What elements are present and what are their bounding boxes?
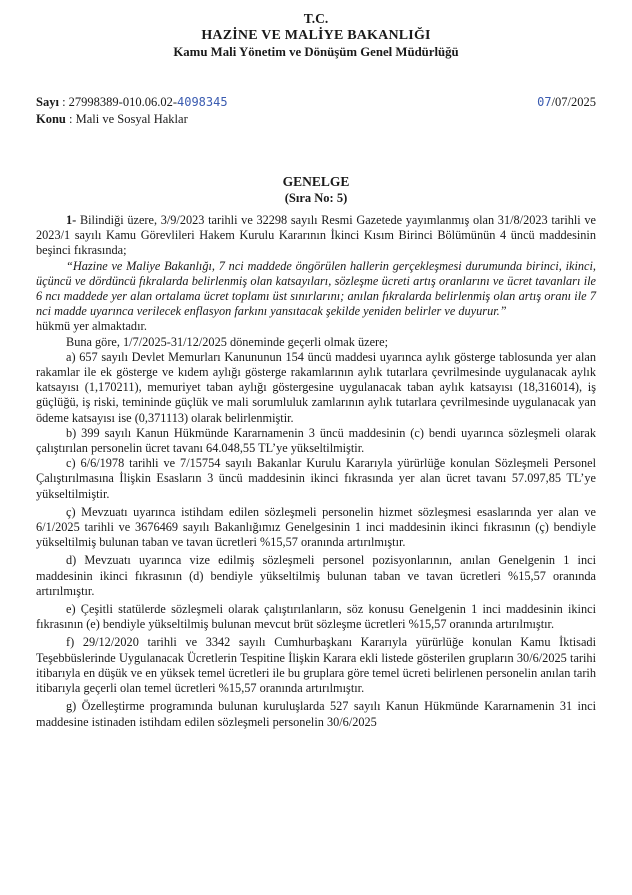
document-body — [36, 213, 596, 730]
paragraph-1-text: Bilindiği üzere, 3/9/2023 tarihli ve 32298 sayılı Resmi Gazetede yayımlanmış olan 31/8/2023 tarihli ve 2023/1 sayılı Kamu Görevlileri Hakem Kurulu Kararının İkinci Kısım Birinci Bölümünün 4 üncü maddesinin beşinci fıkrasında; — [36, 213, 597, 258]
subject-line — [36, 112, 596, 127]
sayi-label: Sayı — [36, 95, 59, 109]
paragraph-1 — [36, 213, 596, 259]
document-subtitle: (Sıra No: 5) — [284, 191, 348, 205]
item-d: d) Mevzuatı uyarınca vize edilmiş sözleşmeli personel pozisyonlarının, anılan Genelgenin 1 inci maddesinin ikinci fıkrasının (d) bendiyle yükseltilmiş bulunan taban ve tavan ücretleri %15,57 oranında artırılmıştır. — [36, 553, 596, 598]
paragraph-number: 1- — [66, 213, 77, 227]
item-f: f) 29/12/2020 tarihli ve 3342 sayılı Cumhurbaşkanı Kararıyla yürürlüğe konulan Kamu İktisadi Teşebbüslerinde Uygulanacak Ücretlerin Tespitine İlişkin Karara ekli listede gösterilen grupların 30/6/2025 tarihi itibarıyla en düşük ve en yüksek temel ücretleri ile bu gruplara göre temel ücreti belirlenen personelin anılan tarih itibarıyla geçerli olan temel ücretleri %15,57 oranında artırılmıştır. — [36, 635, 596, 696]
handwritten-number: 4098345 — [177, 95, 228, 109]
header-ministry: HAZİNE VE MALİYE BAKANLIĞI — [201, 28, 431, 43]
reference-number-line — [36, 95, 596, 110]
item-a: a) 657 sayılı Devlet Memurları Kanununun 154 üncü maddesi uyarınca aylık gösterge tablosunda yer alan rakamlar ile ek gösterge ve kıdem aylığı gösterge rakamlarının aylık tutarlara çevrilmesinde uygulanacak aylık katsayısı (1,170211), memuriyet taban aylığı göstergesine uygulanacak taban aylık katsayısı (18,316014), iş güçlüğü, iş riski, temininde güçlük ve mali sorumluluk zamlarının aylık tutarlara çevrilmesinde uygulanacak yan ödeme katsayısı ise (0,371113) olarak belirlenmiştir. — [36, 349, 596, 425]
document-title: GENELGE — [282, 174, 350, 189]
document-date — [537, 95, 596, 110]
date-rest: /07/2025 — [551, 95, 596, 109]
buna-gore-line: Buna göre, 1/7/2025-31/12/2025 döneminde geçerli olmak üzere; — [66, 334, 389, 349]
header-country: T.C. — [303, 11, 329, 26]
konu-label: Konu — [36, 112, 66, 126]
item-b: b) 399 sayılı Kanun Hükmünde Kararnamenin 3 üncü maddesinin (c) bendi uyarınca sözleşmeli olarak çalıştırılan personelin ücret tavanı 64.048,55 TL’ye yükseltilmiştir. — [36, 425, 596, 456]
item-g: g) Özelleştirme programında bulunan kuruluşlarda 527 sayılı Kanun Hükmünde Kararnamenin 31 inci maddesine istinaden istihdam edilen sözleşmeli personelin 30/6/2025 — [36, 699, 596, 729]
item-c: c) 6/6/1978 tarihli ve 7/15754 sayılı Bakanlar Kurulu Kararıyla yürürlüğe konulan Sözleşmeli Personel Çalıştırılmasına İlişkin Esasların 3 üncü maddesinin ikinci fıkrasında yer alan ücret tavanı 57.097,85 TL’ye yükseltilmiştir. — [36, 456, 596, 501]
handwritten-day: 07 — [537, 95, 552, 109]
konu-value: : Mali ve Sosyal Haklar — [69, 112, 188, 126]
sayi-value: : 27998389-010.06.02- — [62, 95, 177, 109]
quoted-provision: “Hazine ve Maliye Bakanlığı, 7 nci maddede öngörülen hallerin gerçekleşmesi durumunda birinci, ikinci, üçüncü ve dördüncü fıkralarda belirlenmiş olan katsayıları, sözleşme ücreti artış oranlarını ve ücret tavanları ile 6 ncı maddede yer alan ortalama ücret toplamı üst sınırlarını; anılan fıkralarda belirlenmiş olan artış oranı ile 7 nci madde uyarınca verilecek enflasyon farkını yansıtacak şekilde yeniden belirler ve duyurur.” — [36, 258, 596, 319]
header-directorate: Kamu Mali Yönetim ve Dönüşüm Genel Müdürlüğü — [173, 45, 459, 59]
item-e: e) Çeşitli statülerde sözleşmeli olarak çalıştırılanların, söz konusu Genelgenin 1 inci maddesinin ikinci fıkrasının (e) bendiyle yükseltilmiş bulunan mevcut brüt sözleşme ücretleri %15,57 oranında artırılmıştır. — [36, 602, 596, 632]
hukmu-line: hükmü yer almaktadır. — [36, 319, 147, 334]
item-cc: ç) Mevzuatı uyarınca istihdam edilen sözleşmeli personelin hizmet sözleşmesi esaslarında yer alan ve 6/1/2025 tarihli ve 3676469 sayılı Bakanlığımız Genelgesinin 1 inci maddesinin ikinci fıkrasının (ç) bendiyle yükseltilmiş bulunan taban ve tavan ücretleri %15,57 oranında artırılmıştır. — [36, 504, 596, 550]
